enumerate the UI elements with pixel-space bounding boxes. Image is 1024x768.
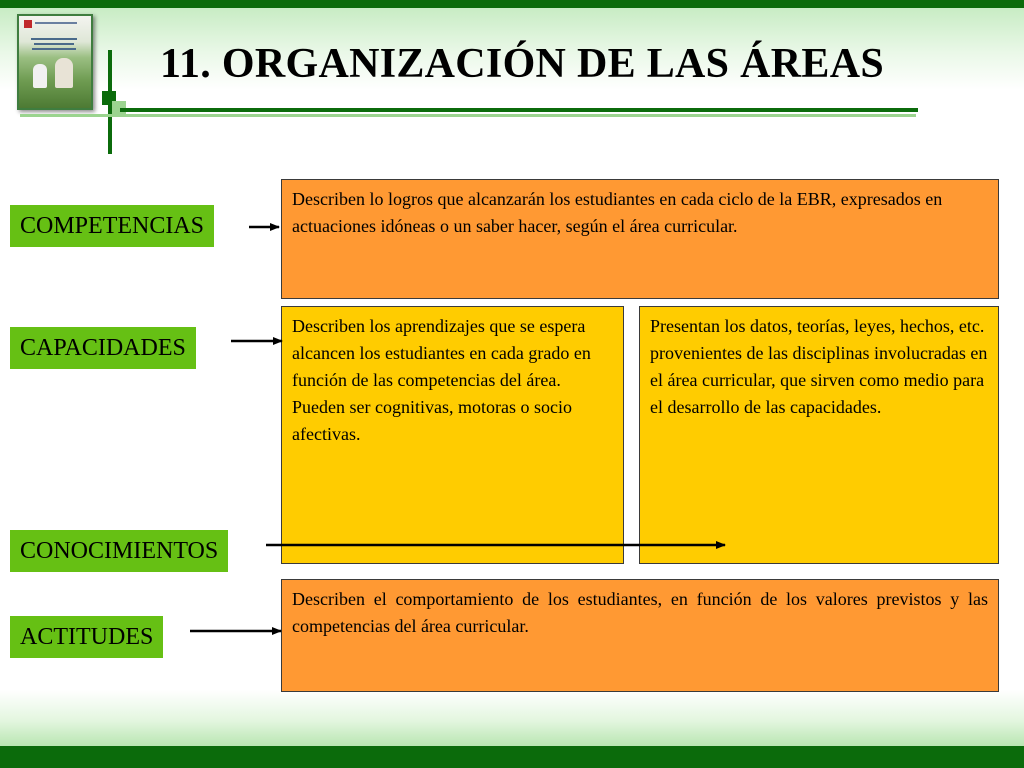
conocimientos-description-box: Presentan los datos, teorías, leyes, hechos, etc. provenientes de las disciplinas involucradas en el área curricular, que sirven como medio para el desarrollo de las capacidades. <box>639 306 999 564</box>
competencias-description-box: Describen lo logros que alcanzarán los estudiantes en cada ciclo de la EBR, expresados en actuaciones idóneas o un saber hacer, según el área curricular. <box>281 179 999 299</box>
label-competencias: COMPETENCIAS <box>10 205 214 247</box>
slide-title: 11. ORGANIZACIÓN DE LAS ÁREAS <box>160 41 884 87</box>
actitudes-description-box: Describen el comportamiento de los estudiantes, en función de los valores previstos y las competencias del área curricular. <box>281 579 999 692</box>
label-actitudes: ACTITUDES <box>10 616 163 658</box>
capacidades-description-box: Describen los aprendizajes que se espera alcancen los estudiantes en cada grado en función de las competencias del área. Pueden ser cognitivas, motoras o socio afectivas. <box>281 306 624 564</box>
label-conocimientos: CONOCIMIENTOS <box>10 530 228 572</box>
label-capacidades: CAPACIDADES <box>10 327 196 369</box>
